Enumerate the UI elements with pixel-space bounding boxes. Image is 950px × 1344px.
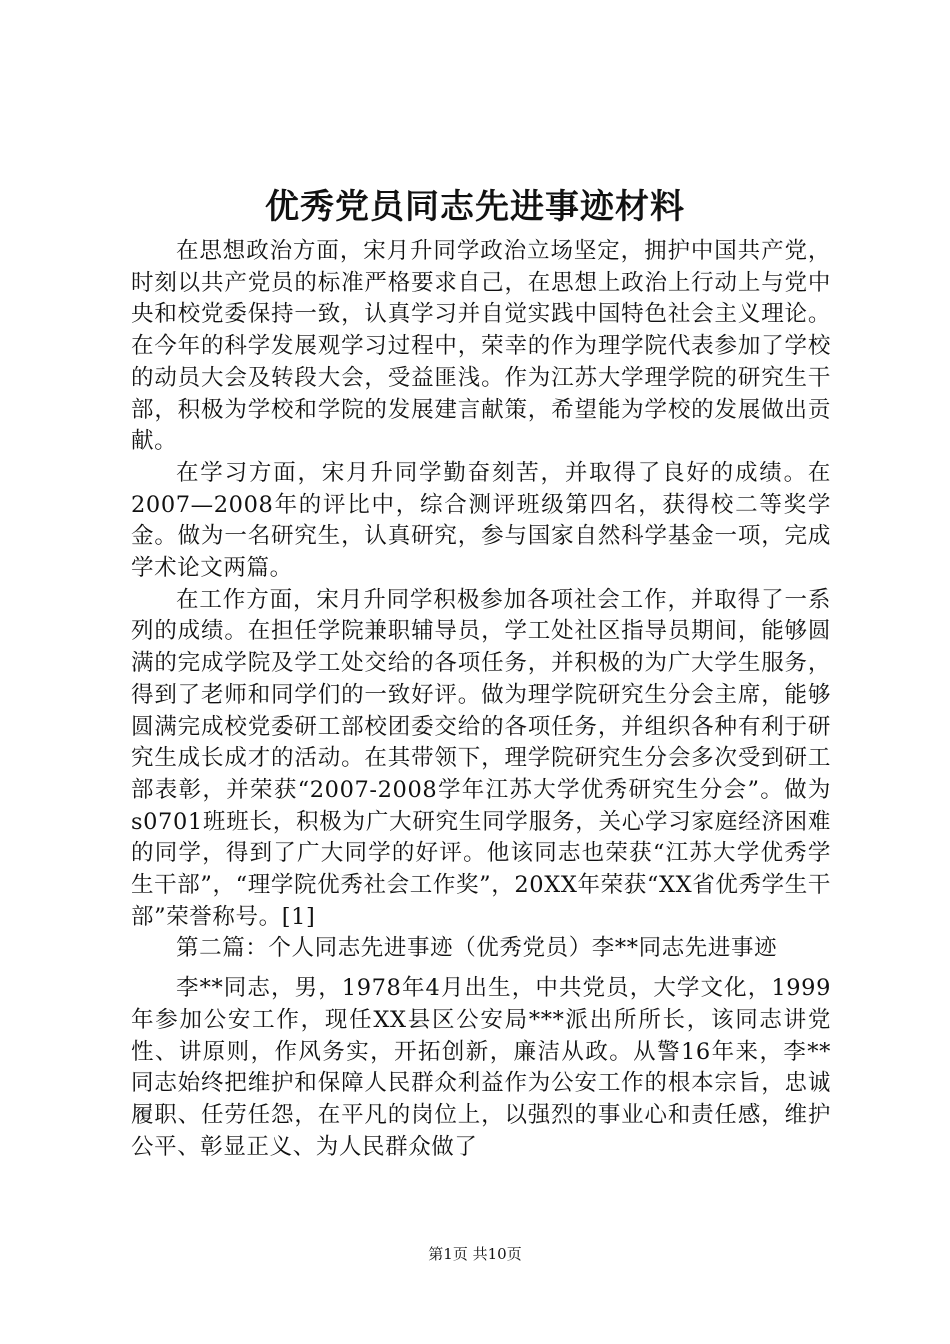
document-title: 优秀党员同志先进事迹材料	[265, 187, 685, 227]
page-number-footer: 第1页 共10页	[428, 1245, 522, 1263]
document-body	[131, 236, 831, 1163]
paragraph-study: 在学习方面，宋月升同学勤奋刻苦，并取得了良好的成绩。在2007—2008年的评比中，综合测评班级第四名，获得校二等奖学金。做为一名研究生，认真研究，参与国家自然科学基金一项，完成学术论文两篇。	[131, 459, 831, 582]
paragraph-li-profile: 李**同志，男，1978年4月出生，中共党员，大学文化，1999年参加公安工作，现任XX县区公安局***派出所所长，该同志讲党性、讲原则，作风务实，开拓创新，廉洁从政。从警16年来，李**同志始终把维护和保障人民群众利益作为公安工作的根本宗旨，忠诚履职、任劳任怨，在平凡的岗位上，以强烈的事业心和责任感，维护公平、彰显正义、为人民群众做了	[131, 975, 831, 1160]
section-heading-second-article: 第二篇：个人同志先进事迹（优秀党员）李**同志先进事迹	[176, 935, 778, 962]
paragraph-work: 在工作方面，宋月升同学积极参加各项社会工作，并取得了一系列的成绩。在担任学院兼职辅导员，学工处社区指导员期间，能够圆满的完成学院及学工处交给的各项任务，并积极的为广大学生服务，得到了老师和同学们的一致好评。做为理学院研究生分会主席，能够圆满完成校党委研工部校团委交给的各项任务，并组织各种有利于研究生成长成才的活动。在其带领下，理学院研究生分会多次受到研工部表彰，并荣获“2007-2008学年江苏大学优秀研究生分会”。做为s0701班班长，积极为广大研究生同学服务，关心学习家庭经济困难的同学，得到了广大同学的好评。他该同志也荣获“江苏大学优秀学生干部”，“理学院优秀社会工作奖”，20XX年荣获“XX省优秀学生干部”荣誉称号。[1]	[131, 586, 831, 930]
paragraph-political: 在思想政治方面，宋月升同学政治立场坚定，拥护中国共产党，时刻以共产党员的标准严格要求自己，在思想上政治上行动上与党中央和校党委保持一致，认真学习并自觉实践中国特色社会主义理论。在今年的科学发展观学习过程中，荣幸的作为理学院代表参加了学校的动员大会及转段大会，受益匪浅。作为江苏大学理学院的研究生干部，积极为学校和学院的发展建言献策，希望能为学校的发展做出贡献。	[131, 238, 831, 455]
